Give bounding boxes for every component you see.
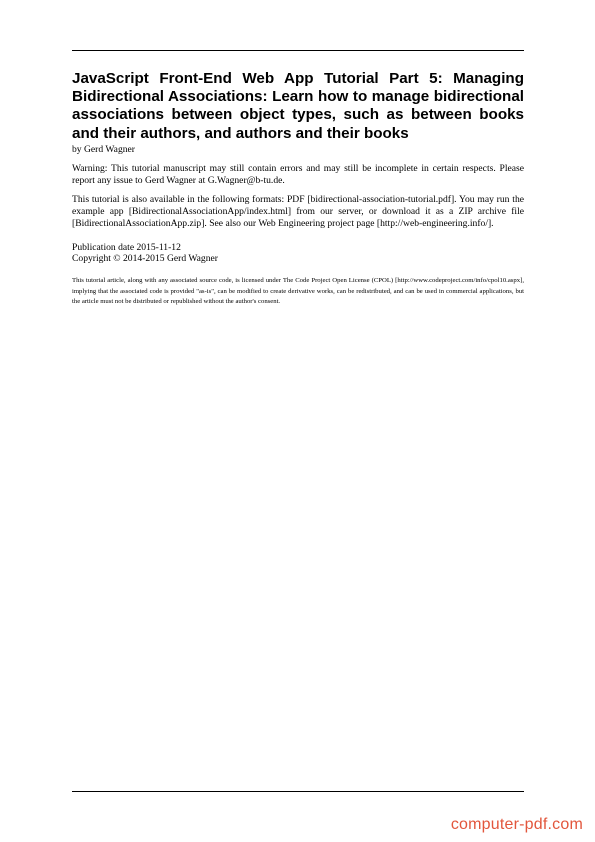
author-line: by Gerd Wagner [72,143,135,155]
top-rule [72,50,524,51]
copyright-line: Copyright © 2014-2015 Gerd Wagner [72,253,218,265]
watermark-text: computer-pdf.com [450,816,583,833]
license-note: This tutorial article, along with any associated source code, is licensed under The Code Project Open License (CPOL) [http://www.codeproject.com/info/cpol10.aspx], implying that the associated code is provided "as-is", can be modified to create derivative works, can be redistributed, and can be used in commercial applications, but the article must not be distributed or republished without the author's consent. [72,277,524,306]
publication-info [72,242,524,264]
title-page [72,70,524,307]
warning-note: Warning: This tutorial manuscript may still contain errors and may still be incomplete in certain respects. Please report any issue to Gerd Wagner at G.Wagner@b-tu.de. [72,162,524,187]
bottom-rule [72,791,524,792]
formats-note: This tutorial is also available in the following formats: PDF [bidirectional-association-tutorial.pdf]. You may run the example app [BidirectionalAssociationApp/index.html] from our server, or download it as a ZIP archive file [BidirectionalAssociationApp.zip]. See also our Web Engineering project page [http://web-engineering.info/]. [72,193,524,230]
document-title: JavaScript Front-End Web App Tutorial Part 5: Managing Bidirectional Associations: Learn how to manage bidirectional associations between object types, such as between books and their authors, and authors and their books [72,70,524,142]
publication-date: Publication date 2015-11-12 [72,241,181,253]
